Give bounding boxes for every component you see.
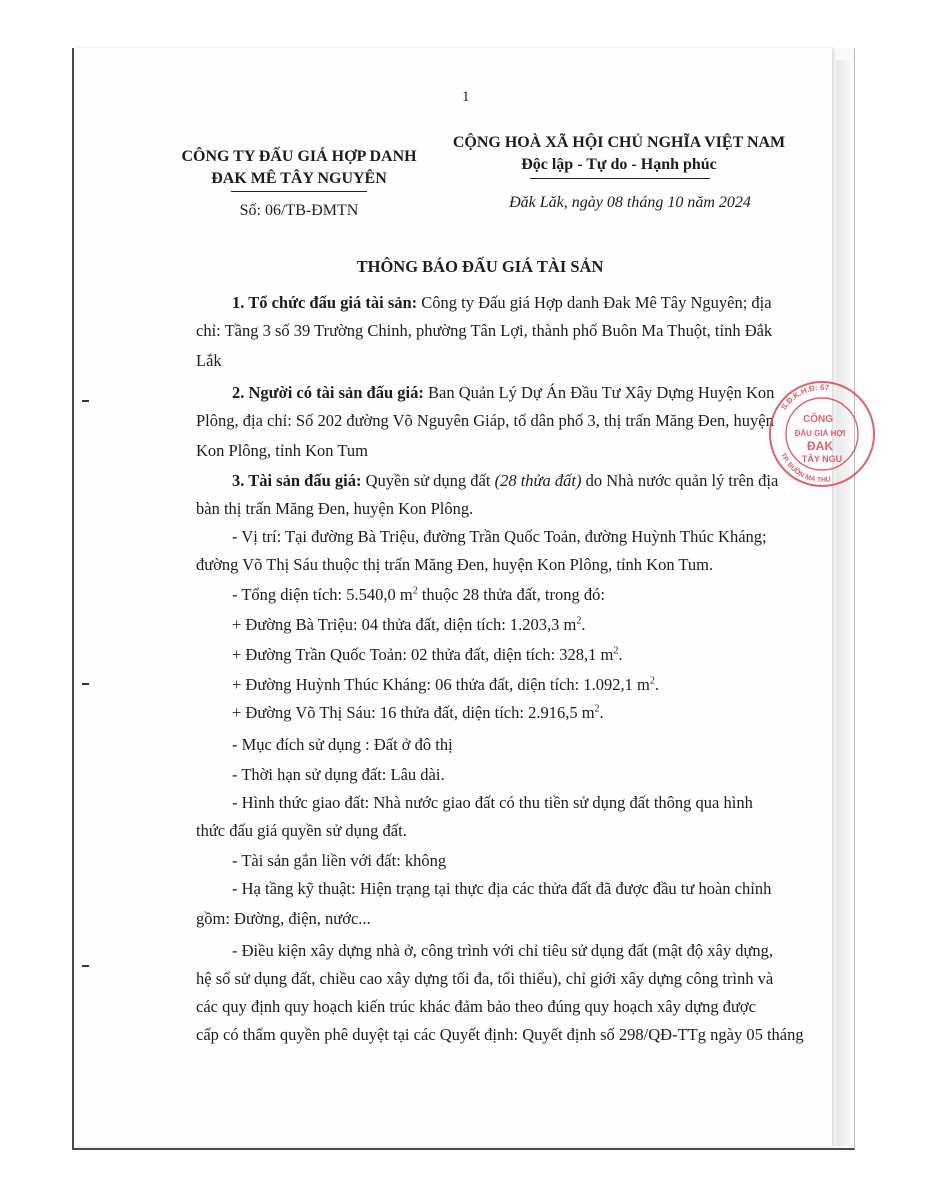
allocation-form-line-1: - Hình thức giao đất: Nhà nước giao đất có thu tiền sử dụng đất thông qua hình bbox=[232, 793, 753, 812]
land-use-purpose: - Mục đích sử dụng : Đất ở đô thị bbox=[232, 735, 453, 754]
section-2-line-3: Kon Plông, tỉnh Kon Tum bbox=[196, 441, 368, 460]
page-number: 1 bbox=[462, 89, 470, 105]
org-name-line1: CÔNG TY ĐẤU GIÁ HỢP DANH bbox=[181, 148, 417, 165]
scan-mark bbox=[82, 400, 89, 402]
total-area: - Tổng diện tích: 5.540,0 $m^2$ thuộc 28 thửa đất, trong đó: bbox=[232, 585, 605, 604]
place-and-date: Đăk Lăk, ngày 08 tháng 10 năm 2024 bbox=[509, 194, 751, 211]
road-item: + Đường Bà Triệu: 04 thửa đất, diện tích: 1.203,3 $m^2$. bbox=[232, 615, 586, 634]
section-3-line-2: bàn thị trấn Măng Đen, huyện Kon Plông. bbox=[196, 499, 474, 518]
paper-edge bbox=[836, 60, 850, 1146]
section-1-line-1: 1. Tổ chức đấu giá tài sản: Công ty Đấu giá Hợp danh Đak Mê Tây Nguyên; địa bbox=[232, 293, 772, 312]
section-2-line-1: 2. Người có tài sản đấu giá: Ban Quản Lý Dự Án Đầu Tư Xây Dựng Huyện Kon bbox=[232, 383, 775, 402]
allocation-form-line-2: thức đấu giá quyền sử dụng đất. bbox=[196, 821, 407, 840]
road-item: + Đường Trần Quốc Toản: 02 thửa đất, diện tích: 328,1 $m^2$. bbox=[232, 645, 623, 664]
section-1-line-2: chỉ: Tầng 3 số 39 Trường Chinh, phường Tân Lợi, thành phố Buôn Ma Thuột, tỉnh Đắk bbox=[196, 321, 773, 340]
national-motto: Độc lập - Tự do - Hạnh phúc bbox=[521, 156, 717, 173]
section-2-line-2: Plông, địa chỉ: Số 202 đường Võ Nguyên Giáp, tổ dân phố 3, thị trấn Măng Đen, huyện bbox=[196, 411, 774, 430]
location-line-1: - Vị trí: Tại đường Bà Triệu, đường Trần Quốc Toản, đường Huỳnh Thúc Kháng; bbox=[232, 527, 767, 546]
land-use-term: - Thời hạn sử dụng đất: Lâu dài. bbox=[232, 765, 445, 784]
infrastructure-line-2: gồm: Đường, điện, nước... bbox=[196, 909, 371, 928]
conditions-line-3: các quy định quy hoạch kiến trúc khác đảm bảo theo đúng quy hoạch xây dựng được bbox=[196, 997, 756, 1016]
road-item: + Đường Võ Thị Sáu: 16 thửa đất, diện tích: 2.916,5 $m^2$. bbox=[232, 703, 604, 722]
conditions-line-4: cấp có thẩm quyền phê duyệt tại các Quyết định: Quyết định số 298/QĐ-TTg ngày 05 tháng bbox=[196, 1025, 804, 1044]
infrastructure-line-1: - Hạ tầng kỹ thuật: Hiện trạng tại thực địa các thửa đất đã được đầu tư hoàn chỉnh bbox=[232, 879, 772, 898]
section-3-label: 3. Tài sản đấu giá: bbox=[232, 471, 362, 490]
seal-ring-top: S.Đ.K.H.Đ: 67 bbox=[779, 382, 830, 412]
document-title: THÔNG BÁO ĐẤU GIÁ TÀI SẢN bbox=[356, 257, 604, 276]
seal-ring-bottom: TP. BUÔN MA THU bbox=[779, 452, 832, 485]
document-number: Số: 06/TB-ĐMTN bbox=[239, 202, 359, 219]
company-seal bbox=[766, 378, 878, 490]
location-line-2: đường Võ Thị Sáu thuộc thị trấn Măng Đen, huyện Kon Plông, tỉnh Kon Tum. bbox=[196, 555, 714, 574]
section-1-line-3: Lắk bbox=[196, 351, 222, 370]
section-1-label: 1. Tổ chức đấu giá tài sản: bbox=[232, 293, 418, 312]
conditions-line-2: hệ số sử dụng đất, chiều cao xây dựng tối đa, tối thiểu), chỉ giới xây dựng công trình và bbox=[196, 969, 774, 988]
section-2-label: 2. Người có tài sản đấu giá: bbox=[232, 383, 424, 402]
national-title: CỘNG HOÀ XÃ HỘI CHỦ NGHĨA VIỆT NAM bbox=[452, 134, 786, 151]
seal-line-1: CÔNG bbox=[803, 414, 833, 425]
seal-line-3: ĐAK bbox=[807, 439, 833, 453]
road-item: + Đường Huỳnh Thúc Kháng: 06 thửa đất, diện tích: 1.092,1 $m^2$. bbox=[232, 675, 659, 694]
motto-underline bbox=[530, 178, 710, 179]
org-name-line2: ĐAK MÊ TÂY NGUYÊN bbox=[211, 170, 387, 187]
section-3-line-1: 3. Tài sản đấu giá: Quyền sử dụng đất (28 thửa đất) do Nhà nước quản lý trên địa bbox=[232, 471, 779, 490]
org-underline bbox=[231, 191, 367, 192]
attached-assets: - Tài sản gắn liền với đất: không bbox=[232, 851, 447, 870]
conditions-line-1: - Điều kiện xây dựng nhà ở, công trình với chỉ tiêu sử dụng đất (mật độ xây dựng, bbox=[232, 941, 774, 960]
scan-mark bbox=[82, 683, 89, 685]
scan-mark bbox=[82, 965, 89, 967]
seal-line-2: ĐẤU GIÁ HỢI bbox=[794, 429, 846, 438]
seal-line-4: TÂY NGU bbox=[801, 454, 843, 464]
